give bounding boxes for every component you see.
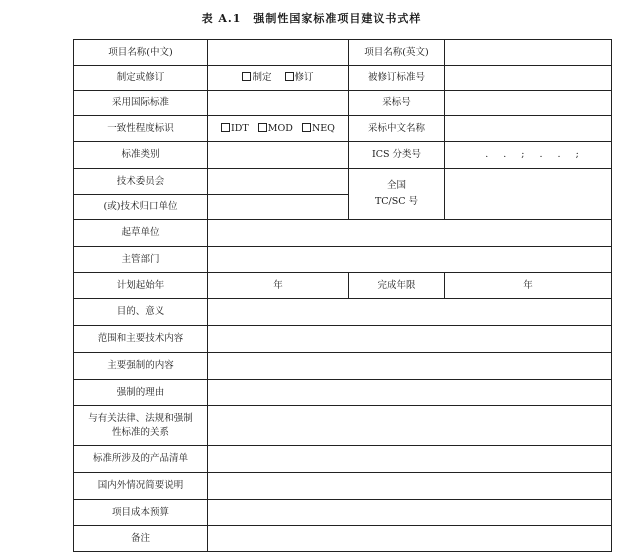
field-national-tc[interactable] (445, 169, 612, 220)
label-adopted-cn-name: 采标中文名称 (349, 116, 445, 142)
proposal-form-table (73, 39, 612, 552)
checkbox-icon[interactable] (258, 123, 267, 132)
field-standard-category[interactable] (208, 142, 349, 169)
label-scope-main-content: 范围和主要技术内容 (74, 326, 208, 353)
checkbox-icon[interactable] (221, 123, 230, 132)
field-purpose-meaning[interactable] (208, 299, 612, 326)
checkbox-icon[interactable] (302, 123, 311, 132)
field-mandatory-content[interactable] (208, 353, 612, 380)
label-project-name-cn: 项目名称(中文) (74, 40, 208, 66)
field-planned-start-year[interactable] (208, 273, 349, 299)
label-planned-start-year: 计划起始年 (74, 273, 208, 299)
field-product-list[interactable] (208, 446, 612, 473)
label-adopted-intl-std: 采用国际标准 (74, 91, 208, 116)
field-domestic-foreign[interactable] (208, 473, 612, 500)
field-revised-standard-no[interactable] (445, 66, 612, 91)
field-remarks[interactable] (208, 526, 612, 552)
label-completion-period: 完成年限 (349, 273, 445, 299)
field-drafting-unit[interactable] (208, 220, 612, 247)
ics-placeholder: . . ; . . ; (485, 149, 585, 160)
field-authority-dept[interactable] (208, 247, 612, 273)
option-mod[interactable]: MOD (258, 123, 293, 135)
field-project-name-en[interactable] (445, 40, 612, 66)
page-title: 表 A.1 强制性国家标准项目建议书式样 (201, 12, 422, 25)
label-ics-no: ICS 分类号 (349, 142, 445, 169)
year-unit: 年 (523, 279, 533, 291)
option-revise[interactable]: 修订 (285, 72, 314, 84)
year-unit: 年 (273, 279, 283, 291)
label-remarks: 备注 (74, 526, 208, 552)
label-domestic-foreign: 国内外情况简要说明 (74, 473, 208, 500)
label-draft-or-revise: 制定或修订 (74, 66, 208, 91)
option-draft[interactable]: 制定 (242, 72, 271, 84)
label-consistency-level: 一致性程度标识 (74, 116, 208, 142)
label-standard-category: 标准类别 (74, 142, 208, 169)
checkbox-icon[interactable] (242, 72, 251, 81)
field-adopted-std-no[interactable] (445, 91, 612, 116)
field-scope-main-content[interactable] (208, 326, 612, 353)
field-project-name-cn[interactable] (208, 40, 349, 66)
option-neq[interactable]: NEQ (302, 123, 335, 135)
field-completion-period[interactable] (445, 273, 612, 299)
field-ics-no[interactable] (445, 142, 612, 169)
option-idt[interactable]: IDT (221, 123, 249, 135)
label-relation-laws: 与有关法律、法规和强制 性标准的关系 (74, 406, 208, 446)
field-adopted-cn-name[interactable] (445, 116, 612, 142)
label-or-tech-unit: (或)技术归口单位 (74, 195, 208, 220)
label-adopted-std-no: 采标号 (349, 91, 445, 116)
field-tech-committee[interactable] (208, 169, 349, 195)
field-draft-or-revise (208, 66, 349, 91)
field-consistency-level (208, 116, 349, 142)
field-adopted-intl-std[interactable] (208, 91, 349, 116)
label-mandatory-reason: 强制的理由 (74, 380, 208, 406)
label-purpose-meaning: 目的、意义 (74, 299, 208, 326)
field-or-tech-unit[interactable] (208, 195, 349, 220)
label-tech-committee: 技术委员会 (74, 169, 208, 195)
checkbox-icon[interactable] (285, 72, 294, 81)
label-project-name-en: 项目名称(英文) (349, 40, 445, 66)
field-cost-budget[interactable] (208, 500, 612, 526)
field-relation-laws[interactable] (208, 406, 612, 446)
label-product-list: 标准所涉及的产品清单 (74, 446, 208, 473)
label-national-tc: 全国 TC/SC 号 (349, 169, 445, 220)
label-revised-standard-no: 被修订标准号 (349, 66, 445, 91)
label-drafting-unit: 起草单位 (74, 220, 208, 247)
label-cost-budget: 项目成本预算 (74, 500, 208, 526)
field-mandatory-reason[interactable] (208, 380, 612, 406)
label-authority-dept: 主管部门 (74, 247, 208, 273)
label-mandatory-content: 主要强制的内容 (74, 353, 208, 380)
